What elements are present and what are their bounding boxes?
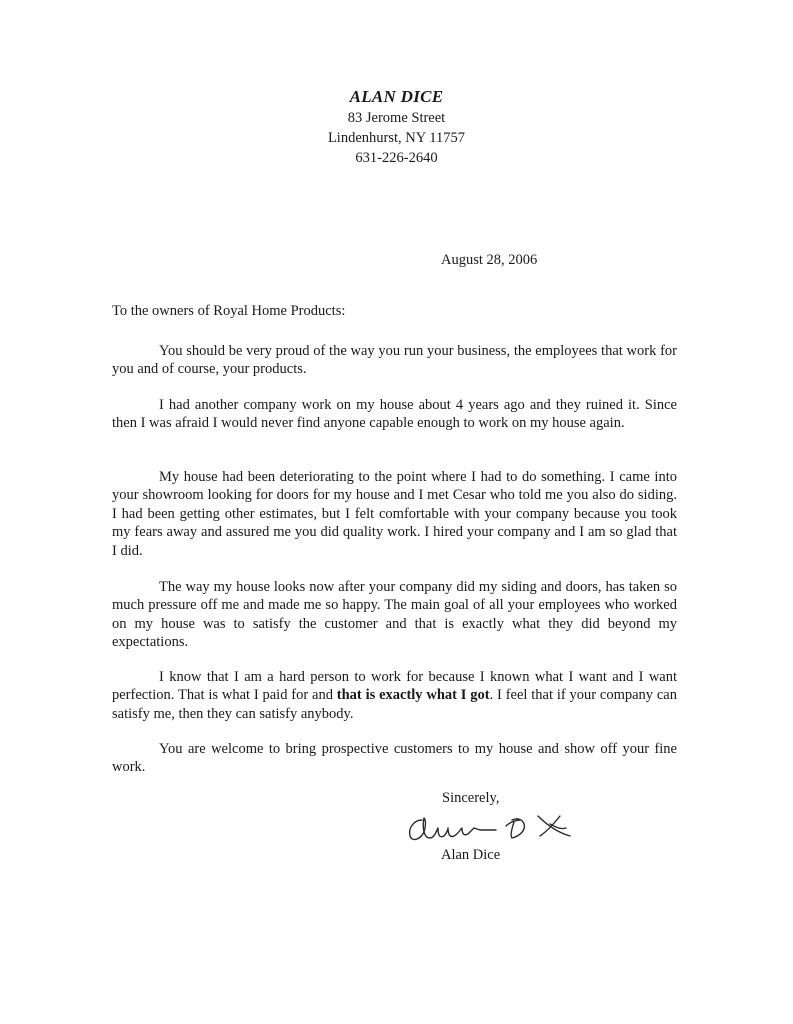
sender-city-state-zip: Lindenhurst, NY 11757 xyxy=(327,130,466,146)
paragraph-5-emphasis: that is exactly what I got xyxy=(336,687,490,704)
sender-name: ALAN DICE xyxy=(349,87,444,106)
closing: Sincerely, xyxy=(442,790,500,806)
salutation: To the owners of Royal Home Products: xyxy=(112,303,346,319)
paragraph-3: My house had been deteriorating to the point where I had to do something. I came into your showroom looking for doors for my house and I met Cesar who told me you also do siding. I had been getting other estimates, but I felt comfortable with your company because you took my fears away and assured me you did quality work. I hired your company and I am so glad that I did. xyxy=(112,469,677,559)
paragraph-1: You should be very proud of the way you run your business, the employees that work for you and of course, your products. xyxy=(112,343,677,378)
paragraph-2: I had another company work on my house about 4 years ago and they ruined it. Since then I was afraid I would never find anyone capable enough to work on my house again. xyxy=(112,397,677,432)
sender-phone: 631-226-2640 xyxy=(355,150,438,166)
letter-date: August 28, 2006 xyxy=(441,252,538,268)
handwritten-signature xyxy=(400,806,590,850)
letterhead xyxy=(0,86,793,168)
paragraph-5-text-end: . I feel that if your company can satisfy me, then they can satisfy anybody. xyxy=(112,687,677,722)
signer-name: Alan Dice xyxy=(441,847,501,863)
paragraph-6: You are welcome to bring prospective customers to my house and show off your fine work. xyxy=(112,741,677,776)
paragraph-5 xyxy=(112,668,677,723)
paragraph-5-text-start: I know that I am a hard person to work for because I known what I want and I want perfection. That is what I paid for and xyxy=(112,669,677,704)
paragraph-4: The way my house looks now after your company did my siding and doors, has taken so much pressure off me and made me so happy. The main goal of all your employees who worked on my house was to satisfy the customer and that is exactly what they did beyond my expectations. xyxy=(112,579,677,651)
sender-street: 83 Jerome Street xyxy=(347,110,446,126)
